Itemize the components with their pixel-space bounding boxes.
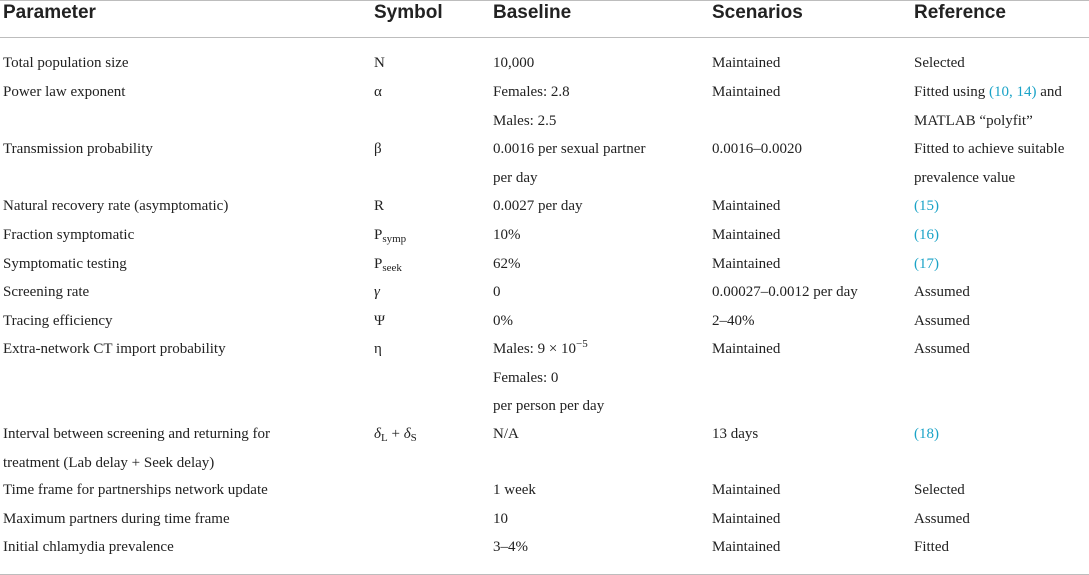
baseline-text: Males: 9 × 10	[493, 341, 577, 357]
parameter-cell: Interval between screening and returning for	[3, 426, 270, 442]
parameter-cell: Initial chlamydia prevalence	[3, 539, 174, 555]
citation-link[interactable]: (10, 14)	[989, 84, 1037, 100]
baseline-cell-line3: per person per day	[493, 398, 605, 414]
header-baseline: Baseline	[493, 2, 572, 23]
baseline-cell-line2: Females: 0	[493, 369, 559, 386]
scenarios-cell: 0.00027–0.0012 per day	[712, 284, 858, 300]
symbol-cell: γ	[374, 284, 380, 300]
scenarios-cell: Maintained	[712, 341, 781, 357]
symbol-subscript: L	[380, 432, 388, 444]
symbol-cell: β	[374, 141, 382, 157]
parameter-cell: Fraction symptomatic	[3, 227, 135, 243]
baseline-cell: 62%	[493, 256, 521, 272]
parameter-cell: Maximum partners during time frame	[3, 511, 230, 527]
scenarios-cell: Maintained	[712, 227, 781, 243]
baseline-cell: 3–4%	[493, 539, 528, 555]
citation-link[interactable]: (15)	[914, 198, 939, 214]
table-header	[0, 1, 1089, 38]
header-symbol: Symbol	[374, 2, 443, 23]
symbol-cell: N	[374, 55, 385, 71]
symbol-cell: α	[374, 84, 382, 100]
scenarios-cell: 0.0016–0.0020	[712, 141, 802, 157]
citation-link[interactable]: (18)	[914, 426, 939, 442]
reference-cell: Fitted to achieve suitable	[914, 141, 1065, 157]
baseline-cell: 0.0016 per sexual partner	[493, 141, 646, 157]
scenarios-cell: Maintained	[712, 482, 781, 498]
baseline-cell: 0.0027 per day	[493, 198, 583, 214]
parameter-cell: Transmission probability	[3, 141, 153, 157]
scenarios-cell: Maintained	[712, 55, 781, 71]
scenarios-cell: Maintained	[712, 84, 781, 100]
symbol-main: P	[374, 256, 383, 272]
citation-link[interactable]: (16)	[914, 227, 939, 243]
reference-text: Fitted using	[914, 84, 990, 100]
symbol-subscript: S	[410, 432, 417, 444]
reference-cell: Selected	[914, 55, 965, 71]
baseline-cell-line2: Males: 2.5	[493, 112, 557, 129]
parameter-cell: Total population size	[3, 55, 129, 71]
symbol-subscript: symp	[382, 233, 407, 245]
parameter-cell: Screening rate	[3, 284, 90, 300]
parameter-cell: Natural recovery rate (asymptomatic)	[3, 198, 229, 214]
parameter-cell: Symptomatic testing	[3, 256, 127, 272]
parameter-cell-line2: treatment (Lab delay + Seek delay)	[3, 454, 215, 471]
exponent: −5	[576, 338, 588, 350]
reference-cell: Assumed	[914, 284, 970, 300]
citation-link[interactable]: (17)	[914, 256, 939, 272]
reference-cell: Assumed	[914, 511, 970, 527]
reference-cell-line2: MATLAB “polyfit”	[914, 112, 1033, 129]
parameter-cell: Power law exponent	[3, 84, 126, 100]
reference-cell: Fitted	[914, 539, 950, 555]
parameter-cell: Extra-network CT import probability	[3, 341, 226, 357]
symbol-main: δ	[374, 426, 381, 442]
header-scenarios: Scenarios	[712, 2, 803, 23]
baseline-cell: N/A	[493, 426, 519, 442]
parameter-cell: Time frame for partnerships network update	[3, 482, 268, 498]
baseline-cell: 10%	[493, 227, 521, 243]
reference-cell-line2: prevalence value	[914, 169, 1016, 186]
reference-cell: Selected	[914, 482, 965, 498]
reference-cell: Assumed	[914, 313, 970, 329]
scenarios-cell: 13 days	[712, 426, 759, 442]
baseline-cell: 10,000	[493, 55, 535, 71]
header-reference: Reference	[914, 2, 1006, 23]
header-parameter: Parameter	[3, 2, 96, 23]
scenarios-cell: Maintained	[712, 539, 781, 555]
parameter-cell: Tracing efficiency	[3, 313, 113, 329]
symbol-cell: R	[374, 198, 385, 214]
symbol-main: δ	[403, 426, 411, 442]
symbol-cell: Ψ	[374, 313, 386, 329]
baseline-cell	[493, 335, 588, 364]
baseline-cell: 0	[493, 284, 501, 300]
reference-cell	[914, 78, 1062, 107]
symbol-cell	[374, 420, 417, 449]
symbol-operator: +	[387, 426, 404, 442]
scenarios-cell: 2–40%	[712, 313, 755, 329]
baseline-cell: Females: 2.8	[493, 84, 570, 100]
symbol-cell	[374, 221, 406, 250]
reference-text: and	[1036, 84, 1062, 100]
baseline-cell: 1 week	[493, 482, 536, 498]
scenarios-cell: Maintained	[712, 256, 781, 272]
baseline-cell: 0%	[493, 313, 513, 329]
symbol-main: P	[374, 227, 383, 243]
reference-cell: Assumed	[914, 341, 970, 357]
scenarios-cell: Maintained	[712, 511, 781, 527]
symbol-cell	[374, 250, 402, 279]
symbol-cell: η	[374, 341, 382, 357]
baseline-cell: 10	[493, 511, 508, 527]
symbol-subscript: seek	[382, 262, 402, 274]
baseline-cell-line2: per day	[493, 169, 538, 186]
scenarios-cell: Maintained	[712, 198, 781, 214]
